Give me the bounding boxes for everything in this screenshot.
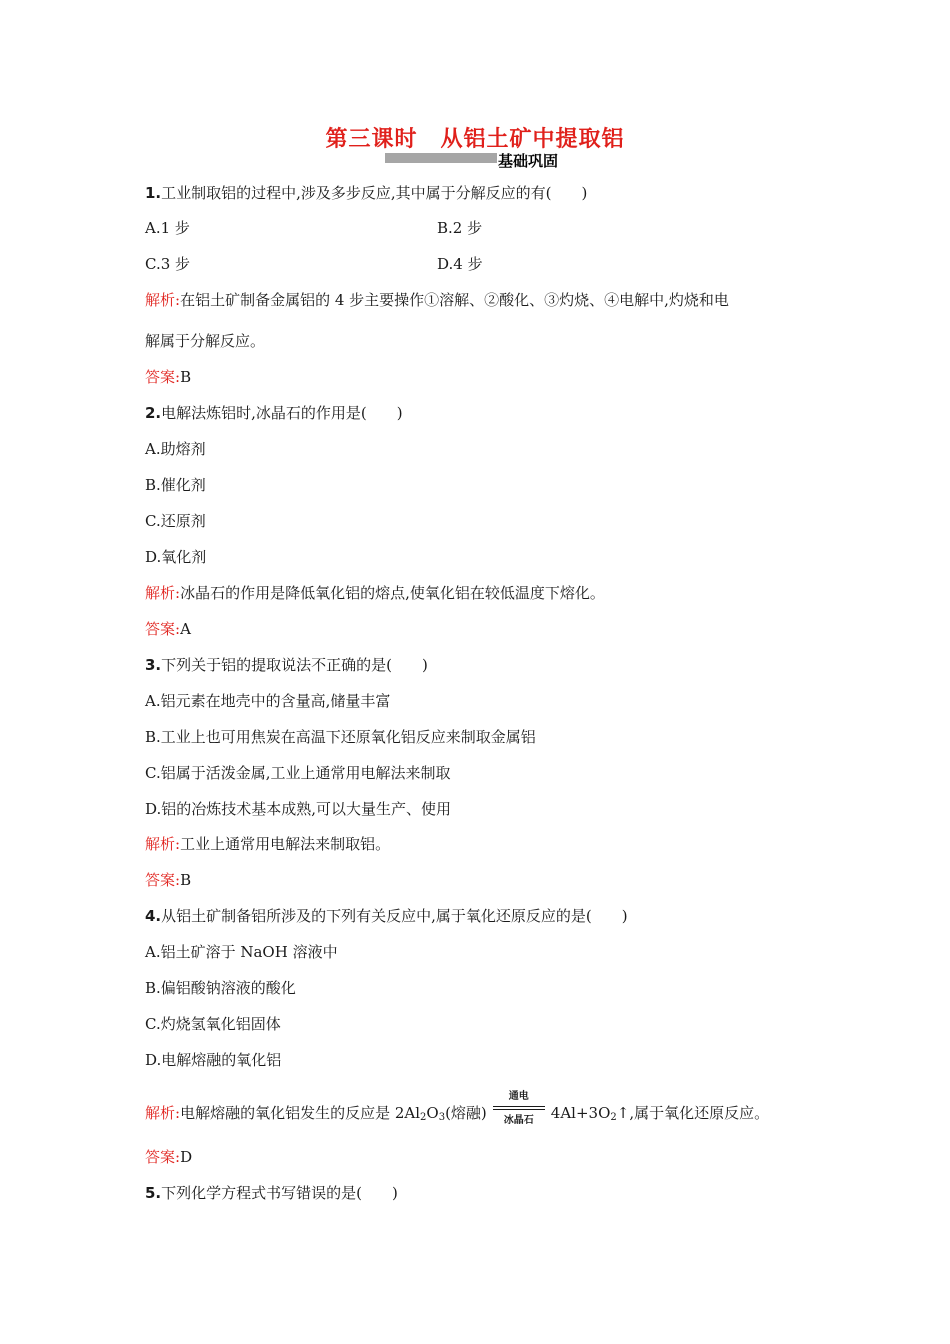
reaction-arrow	[491, 1091, 547, 1126]
option-b: B.2 步	[437, 219, 483, 237]
answer-value: D	[180, 1148, 193, 1166]
formula-part: O	[426, 1104, 439, 1122]
analysis-label: 解析:	[145, 1104, 181, 1122]
question-number: 3.	[145, 656, 162, 674]
question-2	[145, 403, 403, 423]
analysis-label: 解析:	[145, 835, 181, 853]
q1-analysis	[145, 290, 729, 310]
equals-line	[493, 1109, 545, 1110]
option-d: D.铝的冶炼技术基本成熟,可以大量生产、使用	[145, 800, 452, 818]
section-heading: 基础巩固	[498, 152, 559, 170]
section-bar	[385, 153, 497, 163]
q1-options-row-2	[145, 254, 483, 274]
option-b: B.偏铝酸钠溶液的酸化	[145, 979, 296, 997]
subscript: 2	[420, 1112, 427, 1123]
option-c: C.铝属于活泼金属,工业上通常用电解法来制取	[145, 764, 451, 782]
option-d: D.4 步	[437, 255, 483, 273]
answer-value: B	[180, 368, 192, 386]
analysis-text: 冰晶石的作用是降低氧化铝的熔点,使氧化铝在较低温度下熔化。	[180, 584, 605, 602]
analysis-text: 电解熔融的氧化铝发生的反应是 2Al	[180, 1104, 421, 1122]
analysis-text: 在铝土矿制备金属铝的 4 步主要操作①溶解、②酸化、③灼烧、④电解中,灼烧和电	[180, 291, 729, 309]
q3-analysis	[145, 834, 390, 854]
option-d: D.电解熔融的氧化铝	[145, 1051, 282, 1069]
question-number: 4.	[145, 907, 162, 925]
answer-label: 答案:	[145, 1148, 181, 1166]
analysis-label: 解析:	[145, 584, 181, 602]
question-3	[145, 655, 428, 675]
question-number: 1.	[145, 184, 162, 202]
q1-analysis-cont	[145, 331, 265, 351]
subscript: 3	[438, 1112, 446, 1123]
answer-label: 答案:	[145, 368, 181, 386]
q2-analysis	[145, 583, 605, 603]
question-stem: 电解法炼铝时,冰晶石的作用是( )	[161, 404, 403, 422]
option-b: B.催化剂	[145, 476, 206, 494]
answer-label: 答案:	[145, 620, 181, 638]
question-number: 2.	[145, 404, 162, 422]
question-1	[145, 183, 587, 203]
question-stem: 下列关于铝的提取说法不正确的是( )	[161, 656, 428, 674]
page-title: 第三课时 从铝土矿中提取铝	[325, 127, 625, 152]
q1-answer	[145, 367, 191, 387]
q4-analysis	[145, 1091, 770, 1128]
formula-part: (熔融)	[445, 1104, 487, 1122]
q2-answer	[145, 619, 191, 639]
option-a: A.1 步	[145, 219, 190, 237]
question-stem: 从铝土矿制备铝所涉及的下列有关反应中,属于氧化还原反应的是( )	[161, 907, 628, 925]
answer-value: A	[180, 620, 191, 638]
option-a: A.铝土矿溶于 NaOH 溶液中	[145, 943, 338, 961]
question-number: 5.	[145, 1184, 162, 1202]
analysis-label: 解析:	[145, 291, 181, 309]
formula-part: 4Al+3O	[550, 1104, 611, 1122]
q3-answer	[145, 870, 191, 890]
option-d: D.氧化剂	[145, 548, 207, 566]
q1-options-row-1	[145, 218, 483, 238]
question-stem: 下列化学方程式书写错误的是( )	[161, 1184, 398, 1202]
subscript: 2	[610, 1112, 617, 1123]
option-b: B.工业上也可用焦炭在高温下还原氧化铝反应来制取金属铝	[145, 728, 536, 746]
question-5	[145, 1183, 398, 1203]
analysis-text: 解属于分解反应。	[145, 332, 266, 350]
option-c: C.3 步	[145, 255, 191, 273]
option-c: C.灼烧氢氧化铝固体	[145, 1015, 281, 1033]
q4-answer	[145, 1147, 192, 1167]
question-4	[145, 906, 628, 926]
option-c: C.还原剂	[145, 512, 206, 530]
analysis-text: 工业上通常用电解法来制取铝。	[180, 835, 391, 853]
answer-value: B	[180, 871, 192, 889]
reaction-condition-bottom: 冰晶石	[503, 1115, 534, 1126]
equals-line	[493, 1106, 545, 1107]
analysis-text: ↑,属于氧化还原反应。	[616, 1104, 770, 1122]
question-stem: 工业制取铝的过程中,涉及多步反应,其中属于分解反应的有( )	[161, 184, 588, 202]
option-a: A.铝元素在地壳中的含量高,储量丰富	[145, 692, 391, 710]
answer-label: 答案:	[145, 871, 181, 889]
option-a: A.助熔剂	[145, 440, 206, 458]
reaction-condition-top: 通电	[508, 1091, 529, 1102]
